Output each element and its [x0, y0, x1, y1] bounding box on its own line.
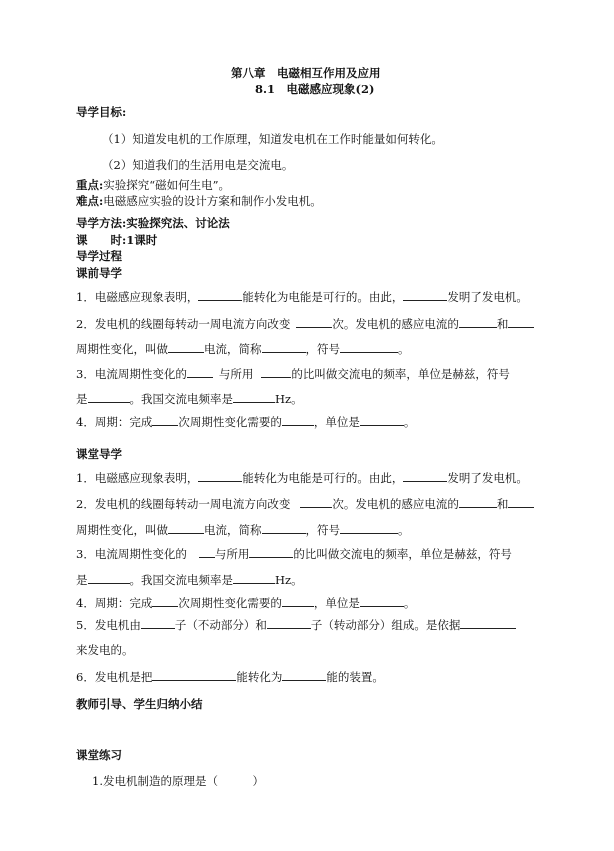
blank[interactable]	[198, 289, 242, 301]
difficult-label: 难点:	[76, 194, 104, 208]
class-q1	[76, 470, 528, 486]
q-text: 。	[403, 596, 416, 610]
q-text: 发电机是把	[94, 670, 153, 684]
class-section-heading: 课堂导学	[76, 447, 122, 461]
blank[interactable]	[233, 391, 275, 403]
class-q5	[76, 617, 516, 633]
blank[interactable]	[296, 316, 332, 328]
period-text: 1课时	[126, 233, 158, 247]
blank[interactable]	[340, 522, 398, 534]
q-num: 6．	[76, 670, 95, 684]
class-q5-cont: 来发电的。	[76, 643, 134, 657]
blank[interactable]	[508, 496, 534, 508]
q-text: 是	[76, 392, 88, 406]
blank[interactable]	[459, 316, 497, 328]
q-text: 。	[398, 523, 410, 537]
blank[interactable]	[152, 414, 178, 426]
q-text: 发电机由	[94, 618, 141, 632]
q-text: 子（不动部分）和	[174, 618, 267, 632]
blank[interactable]	[152, 669, 236, 681]
q-text: 次。发电机的感应电流的	[332, 317, 459, 331]
pre-q3-cont	[76, 391, 303, 407]
q-num: 4．	[76, 596, 95, 610]
class-q3	[76, 546, 512, 562]
q-text: 周期性变化，叫做	[76, 342, 168, 356]
blank[interactable]	[262, 522, 306, 534]
q-text: 周期：完成	[94, 415, 153, 429]
class-q2	[76, 496, 534, 512]
pre-q2	[76, 316, 534, 332]
q-text: ，符号	[305, 523, 340, 537]
q-text: 发电机的线圈每转动一周电流方向改变	[94, 497, 291, 511]
method	[76, 215, 230, 231]
blank[interactable]	[460, 617, 516, 629]
q-text: 。我国交流电频率是	[129, 573, 233, 587]
blank[interactable]	[88, 572, 130, 584]
blank[interactable]	[198, 470, 242, 482]
key-label: 重点:	[76, 178, 104, 192]
q-num: 5．	[76, 618, 95, 632]
class-q4	[76, 595, 415, 611]
difficult-text: 电磁感应实验的设计方案和制作小发电机。	[103, 194, 322, 208]
q-text: 次周期性变化需要的	[178, 415, 282, 429]
q-text: 周期性变化，叫做	[76, 523, 168, 537]
q-text: 发明了发电机。	[447, 471, 528, 485]
blank[interactable]	[360, 414, 404, 426]
q-text: 与所用	[218, 367, 254, 381]
blank[interactable]	[152, 595, 178, 607]
blank[interactable]	[88, 391, 130, 403]
method-text: 实验探究法、讨论法	[126, 216, 230, 230]
q-text: 电流周期性变化的	[94, 367, 187, 381]
q-num: 1．	[76, 290, 95, 304]
difficult-point	[76, 193, 322, 209]
q-text: 电流周期性变化的	[94, 547, 187, 561]
q-text: 能的装置。	[326, 670, 384, 684]
blank[interactable]	[168, 522, 204, 534]
process-heading: 导学过程	[76, 249, 122, 263]
q-num: 3．	[76, 547, 95, 561]
q-text: 次。发电机的感应电流的	[332, 497, 459, 511]
class-q3-cont	[76, 572, 303, 588]
q-text: 和	[496, 317, 509, 331]
q-text: 周期：完成	[94, 596, 153, 610]
blank[interactable]	[282, 669, 326, 681]
period	[76, 232, 157, 248]
q-text: 电流，简称	[204, 342, 262, 356]
q-text: ，单位是	[313, 596, 360, 610]
pre-q4	[76, 414, 415, 430]
q-text: 与所用	[214, 547, 250, 561]
q-text: 电流，简称	[204, 523, 262, 537]
blank[interactable]	[300, 496, 332, 508]
method-label: 导学方法:	[76, 216, 127, 230]
q-text: 能转化为电能是可行的。由此，	[242, 471, 404, 485]
practice-heading: 课堂练习	[76, 748, 122, 762]
period-label: 课 时:	[76, 233, 127, 247]
practice-q1: 1.发电机制造的原理是（ ）	[92, 774, 264, 788]
key-text: 实验探究“磁如何生电”。	[103, 178, 231, 192]
q-num: 4．	[76, 415, 95, 429]
q-text: Hz。	[275, 573, 303, 587]
blank[interactable]	[199, 546, 215, 558]
blank[interactable]	[261, 366, 291, 378]
q-text: 次周期性变化需要的	[178, 596, 282, 610]
goal-item-1: （1）知道发电机的工作原理，知道发电机在工作时能量如何转化。	[102, 132, 443, 146]
q-text: ，单位是	[313, 415, 360, 429]
q-text: 。我国交流电频率是	[129, 392, 233, 406]
blank[interactable]	[267, 617, 311, 629]
q-text: 的比叫做交流电的频率，单位是赫兹，符号	[291, 367, 510, 381]
summary-heading: 教师引导、学生归纳小结	[76, 697, 203, 711]
blank[interactable]	[282, 595, 314, 607]
pre-section-heading: 课前导学	[76, 266, 122, 280]
q-num: 1．	[76, 471, 95, 485]
key-point	[76, 177, 230, 193]
blank[interactable]	[168, 341, 204, 353]
section-title: 8.1 电磁感应现象(2)	[255, 82, 375, 96]
goals-heading: 导学目标:	[76, 105, 127, 119]
pre-q3	[76, 366, 510, 382]
pre-q1	[76, 289, 528, 305]
q-text: 发明了发电机。	[447, 290, 528, 304]
q-text: 能转化为电能是可行的。由此，	[242, 290, 404, 304]
q-num: 2．	[76, 317, 95, 331]
blank[interactable]	[459, 496, 497, 508]
blank[interactable]	[141, 617, 175, 629]
q-num: 3．	[76, 367, 95, 381]
q-text: 。	[398, 342, 410, 356]
blank[interactable]	[508, 316, 534, 328]
q-text: 和	[496, 497, 509, 511]
q-text: 发电机的线圈每转动一周电流方向改变	[94, 317, 291, 331]
class-q6	[76, 669, 384, 685]
chapter-title: 第八章 电磁相互作用及应用	[231, 66, 381, 80]
q-text: 。	[403, 415, 416, 429]
q-text: ，符号	[305, 342, 340, 356]
q-text: 子（转动部分）组成。是依据	[310, 618, 461, 632]
goal-item-2: （2）知道我们的生活用电是交流电。	[102, 158, 294, 172]
blank[interactable]	[403, 470, 447, 482]
q-text: Hz。	[275, 392, 303, 406]
blank[interactable]	[403, 289, 447, 301]
q-text: 电磁感应现象表明，	[94, 471, 199, 485]
blank[interactable]	[360, 595, 404, 607]
class-q2-cont	[76, 522, 410, 538]
q-num: 2．	[76, 497, 95, 511]
q-text: 是	[76, 573, 88, 587]
blank[interactable]	[187, 366, 213, 378]
pre-q2-cont	[76, 341, 410, 357]
blank[interactable]	[262, 341, 306, 353]
blank[interactable]	[340, 341, 398, 353]
q-text: 的比叫做交流电的频率，单位是赫兹，符号	[293, 547, 512, 561]
blank[interactable]	[249, 546, 293, 558]
blank[interactable]	[233, 572, 275, 584]
blank[interactable]	[282, 414, 314, 426]
q-text: 电磁感应现象表明，	[94, 290, 199, 304]
q-text: 能转化为	[236, 670, 283, 684]
